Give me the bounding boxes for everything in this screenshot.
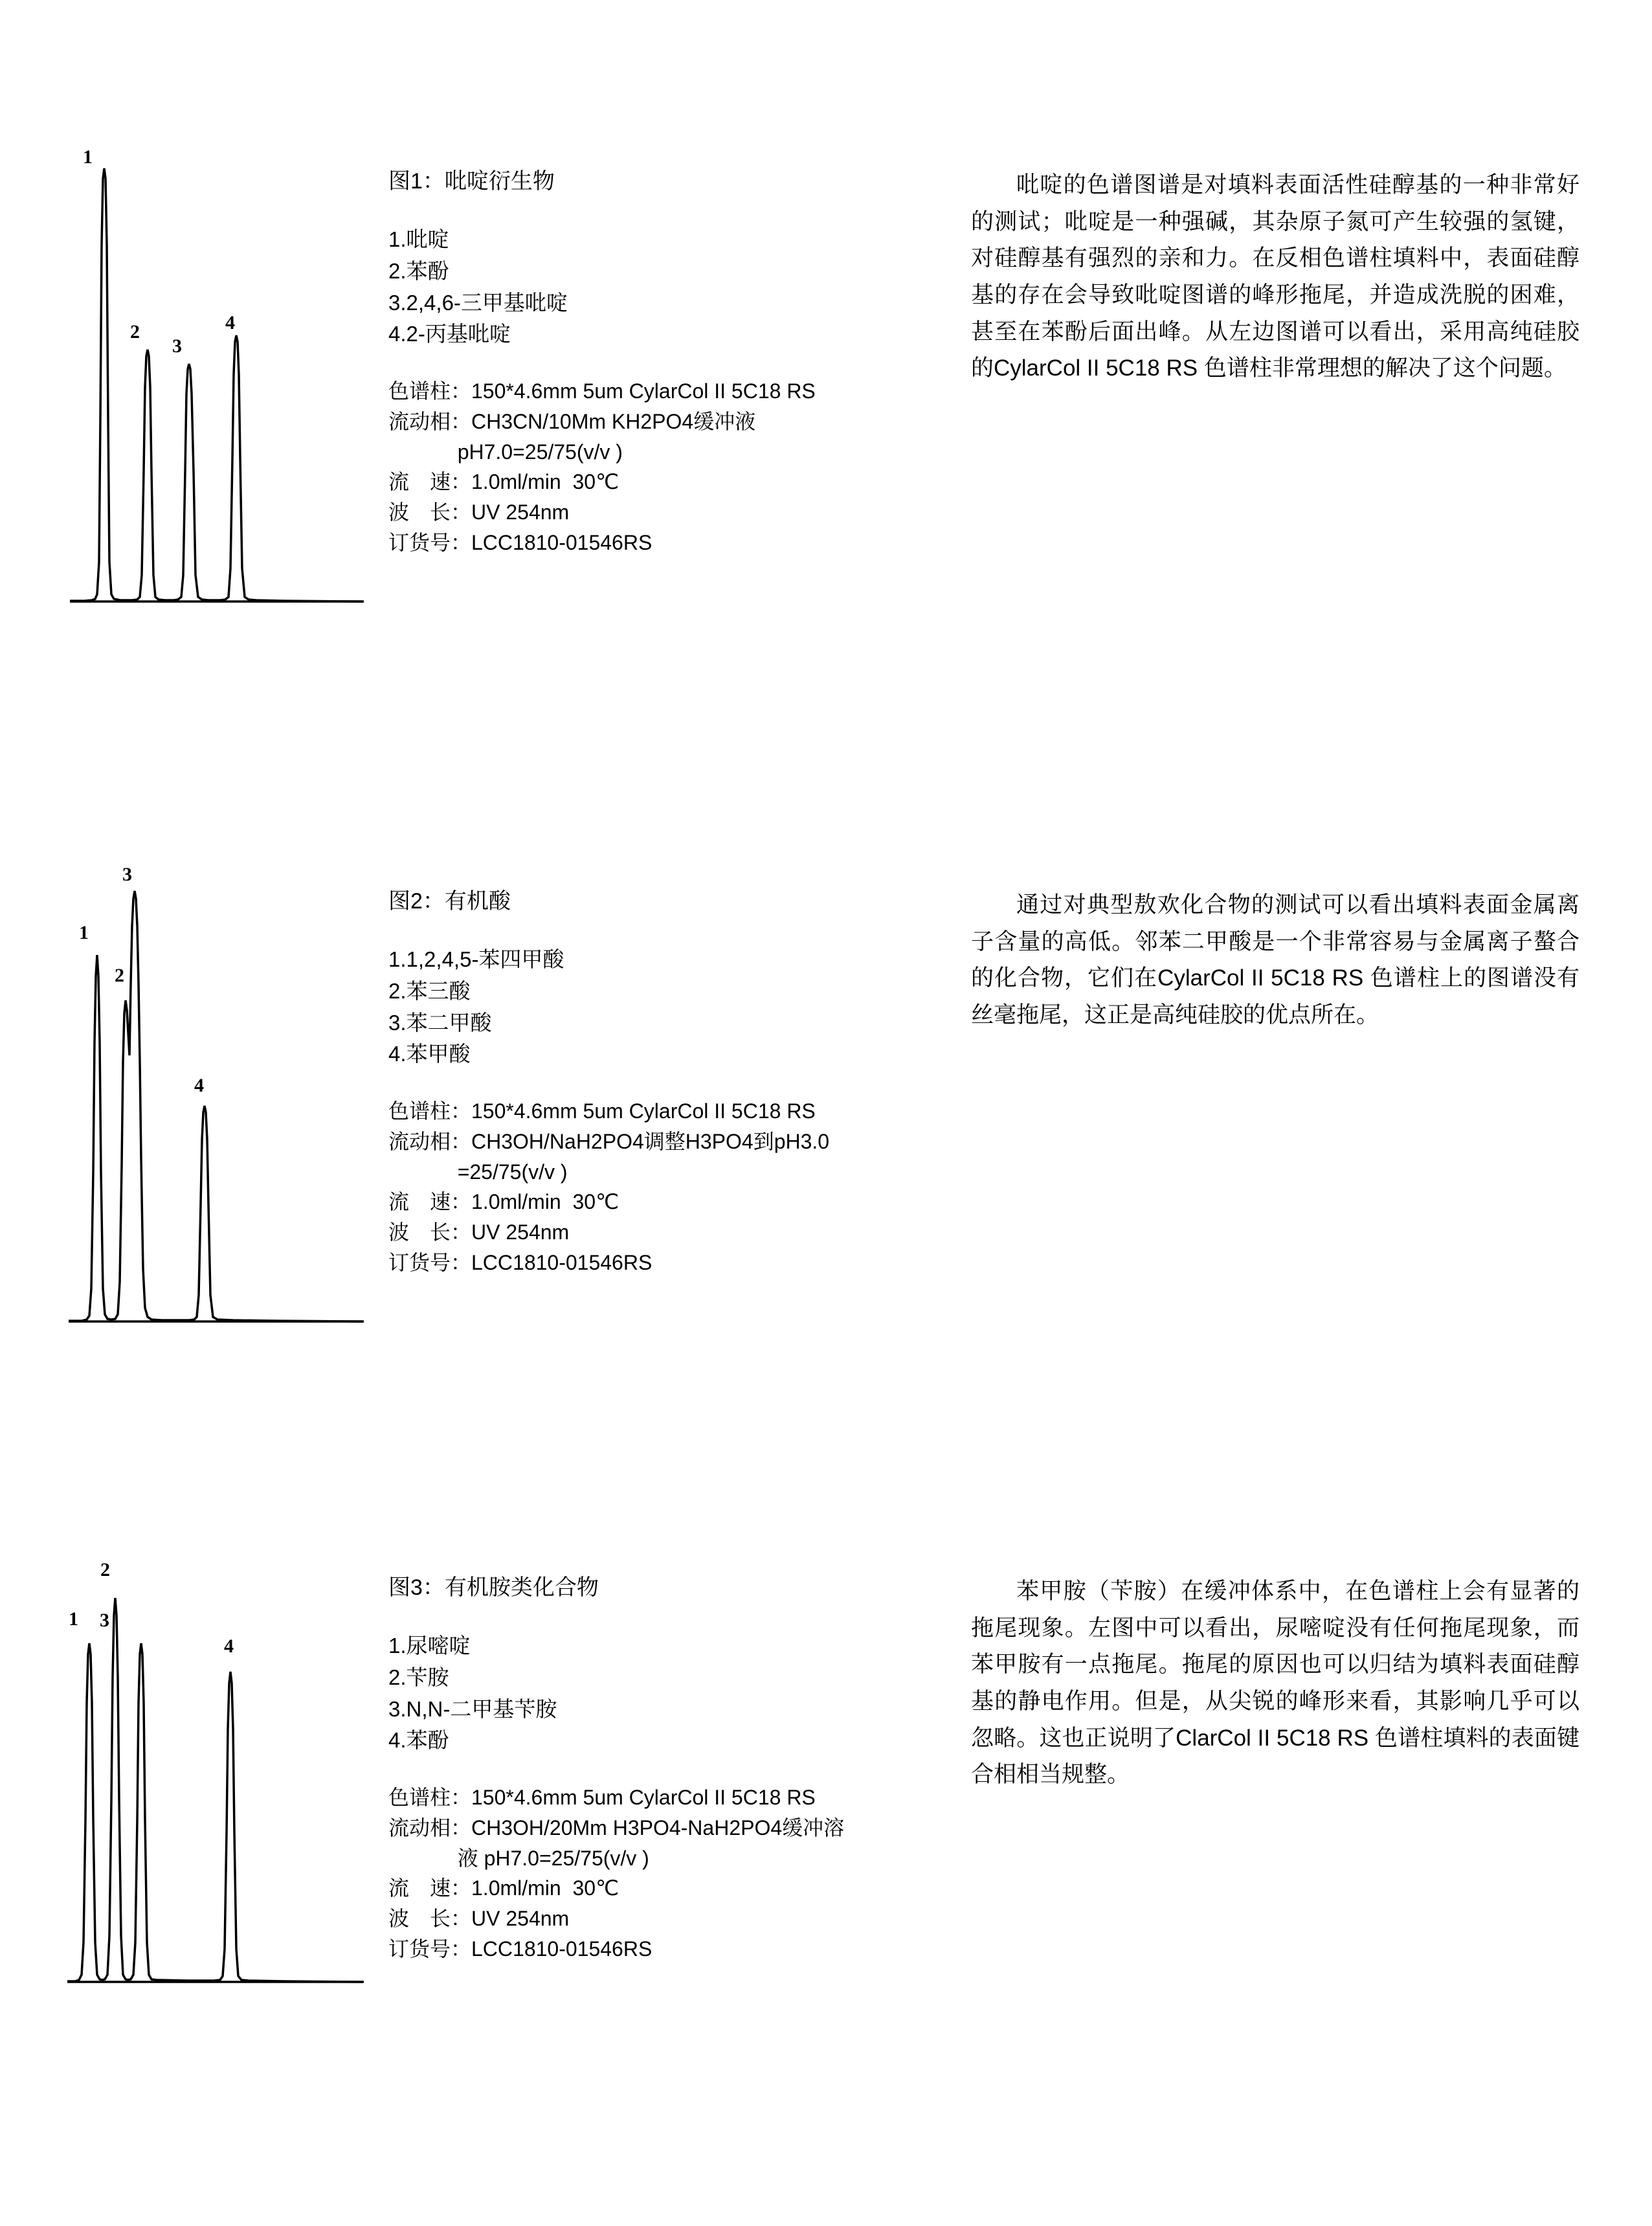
- commentary-text-3: 苯甲胺（苄胺）在缓冲体系中，在色谱柱上会有显著的拖尾现象。左图中可以看出，尿嘧啶没有任何拖尾现象，而苯甲胺有一点拖尾。拖尾的原因也可以归结为填料表面硅醇基的静电作用。但是，从尖锐的峰形来看，其影响几乎可以忽略。这也正说明了ClarCol II 5C18 RS 色谱柱填料的表面键合相相当规整。: [971, 1579, 1579, 1788]
- parameter-wavelength: 波 长：UV 254nm: [388, 1220, 570, 1244]
- chromatogram-column-1: [0, 148, 388, 627]
- commentary-column-1: [971, 148, 1618, 387]
- figure-block-3: [0, 1554, 1652, 2007]
- peak-label-3: 3: [100, 1610, 109, 1631]
- peak-label-1: 1: [83, 146, 93, 168]
- parameter-order-number: 订货号：LCC1810-01546RS: [388, 1937, 653, 1961]
- figure-title-1: 图1：吡啶衍生物: [388, 169, 555, 194]
- component-item: 2.苄胺: [388, 1665, 449, 1689]
- chromatogram-1: [65, 148, 369, 627]
- component-item: 1.尿嘧啶: [388, 1633, 471, 1658]
- figure-block-2: [0, 864, 1652, 1347]
- component-item: 2.苯酚: [388, 258, 449, 283]
- parameter-list-3: [388, 1782, 971, 1964]
- component-item: 3.苯二甲酸: [388, 1010, 492, 1035]
- component-item: 3.N,N-二甲基苄胺: [388, 1696, 557, 1721]
- commentary-text-1: 吡啶的色谱图谱是对填料表面活性硅醇基的一种非常好的测试；吡啶是一种强碱，其杂原子氮可产生较强的氢键，对硅醇基有强烈的亲和力。在反相色谱柱填料中，表面硅醇基的存在会导致吡啶图谱的峰形拖尾，并造成洗脱的困难，甚至在苯酚后面出峰。从左边图谱可以看出，采用高纯硅胶的CylarCol II 5C18 RS 色谱柱非常理想的解决了这个问题。: [971, 172, 1579, 381]
- parameter-wavelength: 波 长：UV 254nm: [388, 1907, 570, 1931]
- figure-block-1: [0, 148, 1652, 627]
- parameter-column: 色谱柱：150*4.6mm 5um CylarCol II 5C18 RS: [388, 379, 816, 403]
- peak-label-1: 1: [69, 1608, 78, 1630]
- peak-label-4: 4: [224, 1636, 234, 1657]
- component-list-3: [388, 1630, 971, 1757]
- peak-label-2: 2: [130, 321, 140, 343]
- parameter-flow-rate: 流 速：1.0ml/min 30℃: [388, 1190, 620, 1214]
- chromatogram-column-3: [0, 1554, 388, 2007]
- parameter-list-1: [388, 376, 971, 557]
- parameter-flow-rate: 流 速：1.0ml/min 30℃: [388, 470, 620, 494]
- chromatogram-trace-3: [65, 1554, 369, 2007]
- chromatogram-trace-1: [65, 148, 369, 627]
- parameter-order-number: 订货号：LCC1810-01546RS: [388, 1250, 653, 1274]
- parameter-column: 色谱柱：150*4.6mm 5um CylarCol II 5C18 RS: [388, 1786, 816, 1810]
- figure-title-3: 图3：有机胺类化合物: [388, 1575, 599, 1600]
- parameter-order-number: 订货号：LCC1810-01546RS: [388, 530, 653, 554]
- component-item: 4.2-丙基吡啶: [388, 322, 511, 346]
- parameter-mobile-phase: 流动相：CH3OH/NaH2PO4调整H3PO4到pH3.0: [388, 1129, 830, 1153]
- chromatogram-trace-2: [65, 868, 369, 1347]
- component-item: 4.苯甲酸: [388, 1042, 471, 1066]
- specification-column-1: [388, 148, 971, 558]
- commentary-text-2: 通过对典型敖欢化合物的测试可以看出填料表面金属离子含量的高低。邻苯二甲酸是一个非常容易与金属离子螯合的化合物，它们在CylarCol II 5C18 RS 色谱柱上的图谱没有丝毫拖尾，这正是高纯硅胶的优点所在。: [971, 892, 1579, 1028]
- chromatogram-2: [65, 864, 369, 1347]
- parameter-mobile-phase-cont: 液 pH7.0=25/75(v/v ): [388, 1846, 649, 1870]
- peak-label-4: 4: [194, 1075, 204, 1096]
- chromatogram-3: [65, 1554, 369, 2007]
- specification-column-2: [388, 868, 971, 1278]
- parameter-wavelength: 波 长：UV 254nm: [388, 500, 570, 524]
- commentary-column-3: [971, 1554, 1618, 1793]
- component-item: 2.苯三酸: [388, 978, 471, 1003]
- chromatogram-column-2: [0, 864, 388, 1347]
- commentary-column-2: [971, 868, 1618, 1034]
- peak-label-2: 2: [115, 965, 124, 986]
- component-list-2: [388, 944, 971, 1070]
- parameter-list-2: [388, 1096, 971, 1277]
- component-item: 1.1,2,4,5-苯四甲酸: [388, 947, 564, 971]
- specification-column-3: [388, 1554, 971, 1964]
- peak-label-3: 3: [122, 864, 132, 885]
- component-list-1: [388, 224, 971, 350]
- peak-label-3: 3: [172, 335, 182, 357]
- component-item: 3.2,4,6-三甲基吡啶: [388, 290, 568, 315]
- parameter-mobile-phase: 流动相：CH3CN/10Mm KH2PO4缓冲液: [388, 409, 756, 433]
- parameter-mobile-phase-cont: =25/75(v/v ): [388, 1160, 568, 1184]
- parameter-flow-rate: 流 速：1.0ml/min 30℃: [388, 1876, 620, 1900]
- parameter-mobile-phase-cont: pH7.0=25/75(v/v ): [388, 440, 623, 464]
- parameter-column: 色谱柱：150*4.6mm 5um CylarCol II 5C18 RS: [388, 1099, 816, 1123]
- peak-label-1: 1: [79, 922, 89, 943]
- figure-title-2: 图2：有机酸: [388, 889, 511, 914]
- component-item: 1.吡啶: [388, 227, 449, 251]
- component-item: 4.苯酚: [388, 1728, 449, 1753]
- parameter-mobile-phase: 流动相：CH3OH/20Mm H3PO4-NaH2PO4缓冲溶: [388, 1816, 845, 1839]
- peak-label-2: 2: [100, 1559, 110, 1580]
- peak-label-4: 4: [225, 312, 235, 333]
